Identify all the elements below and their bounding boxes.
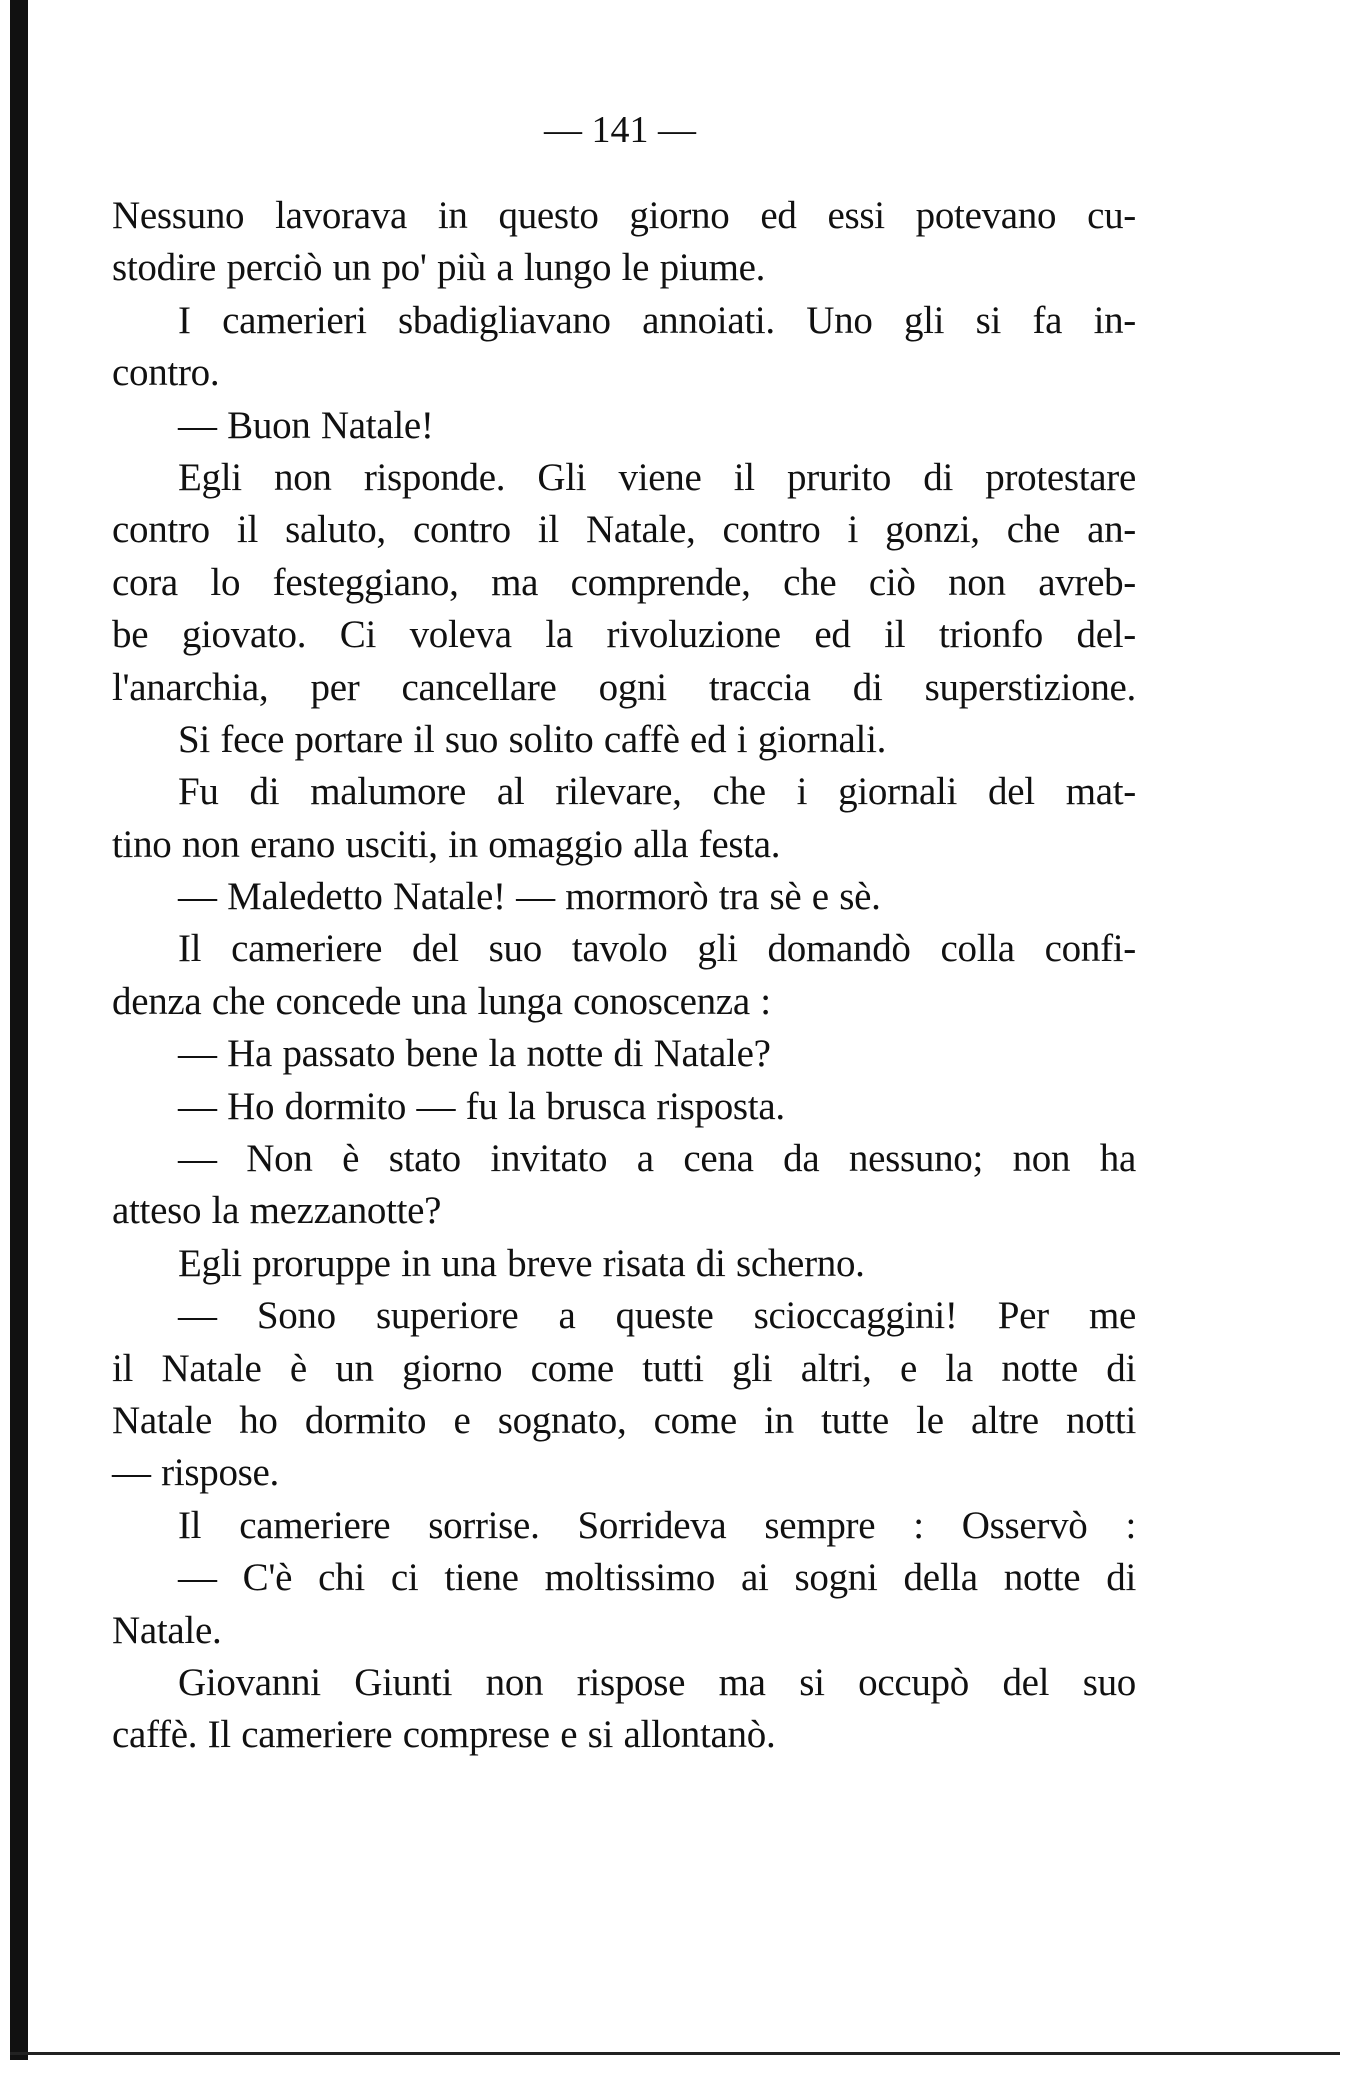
text-line: caffè. Il cameriere comprese e si allontanò. [112, 1713, 776, 1757]
page-binding-edge [10, 0, 28, 2060]
text-line: contro. [112, 351, 220, 395]
text-line: tino non erano usciti, in omaggio alla festa. [112, 822, 781, 866]
body-text [112, 190, 1136, 1762]
text-line: cora lo festeggiano, ma comprende, che ciò non avreb- [112, 560, 1136, 604]
text-line: — Maledetto Natale! — mormorò tra sè e sè. [178, 875, 881, 919]
text-line: denza che concede una lunga conoscenza : [112, 979, 771, 1023]
text-line: Nessuno lavorava in questo giorno ed essi potevano cu- [112, 194, 1136, 237]
text-line: stodire perciò un po' più a lungo le piume. [112, 246, 766, 290]
text-line: — Ho dormito — fu la brusca risposta. [178, 1084, 785, 1128]
text-line: Si fece portare il suo solito caffè ed i giornali. [178, 717, 887, 761]
text-line: — Buon Natale! [178, 403, 434, 447]
text-line: Natale. [112, 1608, 222, 1652]
text-line: I camerieri sbadigliavano annoiati. Uno gli si fa in- [178, 298, 1136, 342]
text-line: Il cameriere sorrise. Sorrideva sempre : Osservò : [178, 1503, 1136, 1547]
text-line: Egli non risponde. Gli viene il prurito di protestare [178, 455, 1136, 499]
text-line: — Non è stato invitato a cena da nessuno; non ha [178, 1137, 1136, 1181]
text-line: il Natale è un giorno come tutti gli altri, e la notte di [112, 1346, 1136, 1390]
text-line: Fu di malumore al rilevare, che i giornali del mat- [178, 770, 1136, 814]
text-line: atteso la mezzanotte? [112, 1189, 442, 1233]
page-number: — 141 — [544, 109, 696, 151]
text-line: Giovanni Giunti non rispose ma si occupò del suo [178, 1660, 1136, 1704]
text-line: contro il saluto, contro il Natale, contro i gonzi, che an- [112, 508, 1136, 552]
text-line: — rispose. [112, 1451, 279, 1495]
text-line: Natale ho dormito e sognato, come in tutte le altre notti [112, 1398, 1136, 1442]
text-line: Il cameriere del suo tavolo gli domandò colla confi- [178, 927, 1136, 971]
text-line: — C'è chi ci tiene moltissimo ai sogni della notte di [178, 1556, 1136, 1600]
text-line: — Ha passato bene la notte di Natale? [178, 1032, 771, 1076]
text-line: Egli proruppe in una breve risata di scherno. [178, 1241, 865, 1285]
text-line: be giovato. Ci voleva la rivoluzione ed il trionfo del- [112, 613, 1136, 657]
text-line: l'anarchia, per cancellare ogni traccia di superstizione. [112, 665, 1136, 709]
text-line: — Sono superiore a queste scioccaggini! Per me [178, 1294, 1136, 1338]
page-bottom-edge [10, 2052, 1340, 2055]
